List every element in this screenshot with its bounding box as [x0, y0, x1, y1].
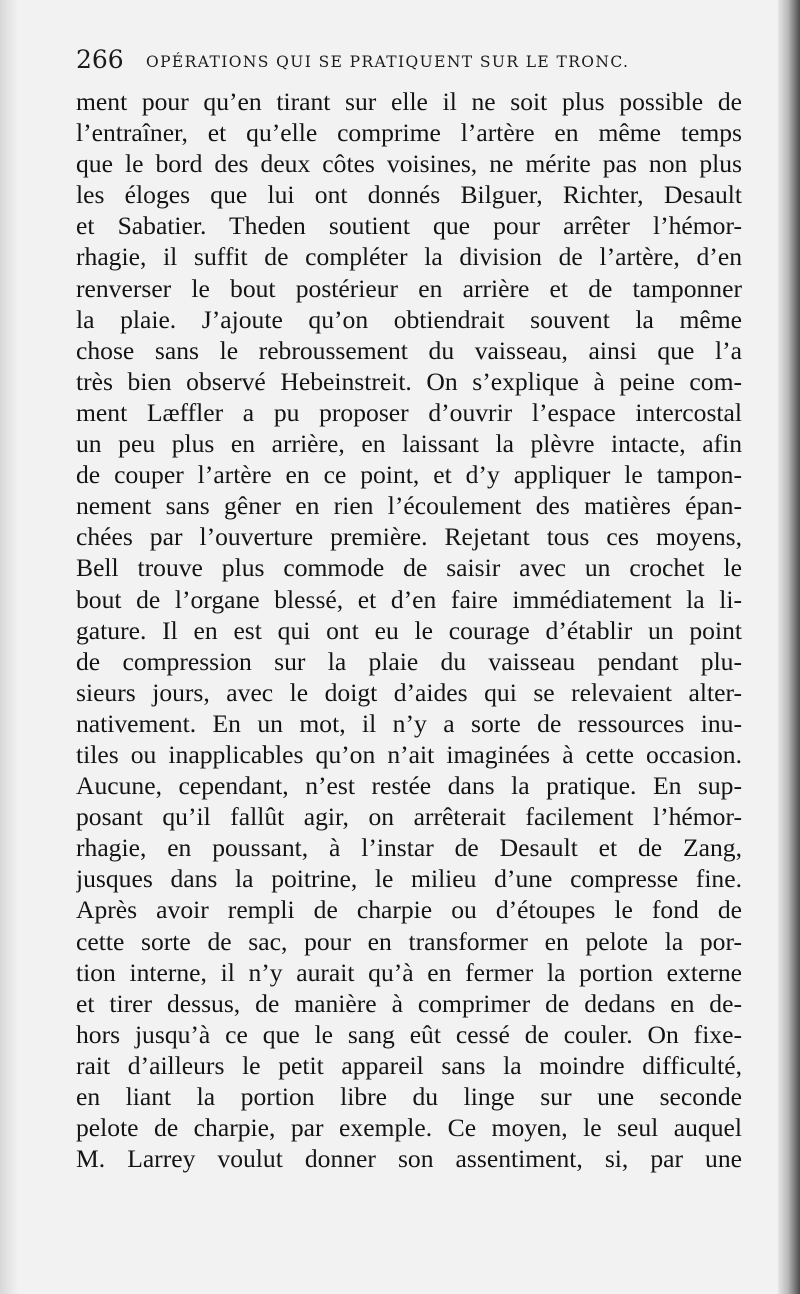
text-line: M. Larrey voulut donner son assentiment, si, par une [76, 1144, 742, 1174]
text-line: de compression sur la plaie du vaisseau pendant plu- [76, 646, 742, 676]
text-line: en liant la portion libre du linge sur une seconde [76, 1082, 742, 1111]
text-line: hors jusqu’à ce que le sang eût cessé de couler. On fixe- [76, 1019, 742, 1049]
text-line: ment pour qu’en tirant sur elle il ne soit plus possible de [76, 87, 742, 116]
text-line: la plaie. J’ajoute qu’on obtiendrait souvent la même [76, 304, 742, 334]
text-line: bout de l’organe blessé, et d’en faire immédiatement la li- [76, 584, 742, 614]
text-line: l’entraîner, et qu’elle comprime l’artère en même temps [76, 118, 742, 148]
text-line: chées par l’ouverture première. Rejetant tous ces moyens, [76, 522, 742, 552]
text-line: rait d’ailleurs le petit appareil sans la moindre difficulté, [76, 1050, 742, 1080]
text-line: nativement. En un mot, il n’y a sorte de ressources inu- [76, 708, 742, 738]
text-line: cette sorte de sac, pour en transformer en pelote la por- [76, 926, 742, 956]
text-line: sieurs jours, avec le doigt d’aides qui se relevaient alter- [76, 677, 742, 707]
text-line: nement sans gêner en rien l’écoulement des matières épan- [76, 491, 742, 521]
text-line: Bell trouve plus commode de saisir avec un crochet le [76, 553, 742, 583]
text-line: jusques dans la poitrine, le milieu d’une compresse fine. [76, 864, 742, 894]
text-line: et Sabatier. Theden soutient que pour arrêter l’hémor- [76, 211, 742, 241]
text-line: chose sans le rebroussement du vaisseau, ainsi que l’a [76, 335, 742, 365]
text-line: Aucune, cependant, n’est restée dans la pratique. En sup- [76, 771, 742, 801]
text-line: un peu plus en arrière, en laissant la plèvre intacte, afin [76, 429, 742, 459]
text-line: Après avoir rempli de charpie ou d’étoupes le fond de [76, 895, 742, 925]
text-line: posant qu’il fallût agir, on arrêterait facilement l’hémor- [76, 802, 742, 832]
text-line: les éloges que lui ont donnés Bilguer, Richter, Desault [76, 180, 742, 210]
page-edge-shadow [778, 0, 800, 1294]
running-title: OPÉRATIONS QUI SE PRATIQUENT SUR LE TRONC. [146, 53, 630, 71]
text-line: rhagie, en poussant, à l’instar de Desault et de Zang, [76, 833, 742, 863]
text-line: de couper l’artère en ce point, et d’y appliquer le tampon- [76, 460, 742, 490]
text-line: très bien observé Hebeinstreit. On s’explique à peine com- [76, 366, 742, 396]
text-line: rhagie, il suffit de compléter la division de l’artère, d’en [76, 242, 742, 272]
text-line: ment Læffler a pu proposer d’ouvrir l’espace intercostal [76, 397, 742, 427]
body-text [76, 86, 742, 1174]
text-line: et tirer dessus, de manière à comprimer de dedans en de- [76, 988, 742, 1018]
text-line: gature. Il en est qui ont eu le courage d’établir un point [76, 615, 742, 645]
text-line: pelote de charpie, par exemple. Ce moyen, le seul auquel [76, 1113, 742, 1143]
text-line: que le bord des deux côtes voisines, ne mérite pas non plus [76, 149, 742, 179]
page-number: 266 [76, 45, 124, 74]
text-line: renverser le bout postérieur en arrière et de tamponner [76, 273, 742, 303]
page-gutter-shadow [0, 0, 18, 1294]
text-line: tiles ou inapplicables qu’on n’ait imaginées à cette occasion. [76, 739, 742, 769]
text-line: tion interne, il n’y aurait qu’à en fermer la portion externe [76, 957, 742, 987]
running-head [76, 44, 716, 76]
